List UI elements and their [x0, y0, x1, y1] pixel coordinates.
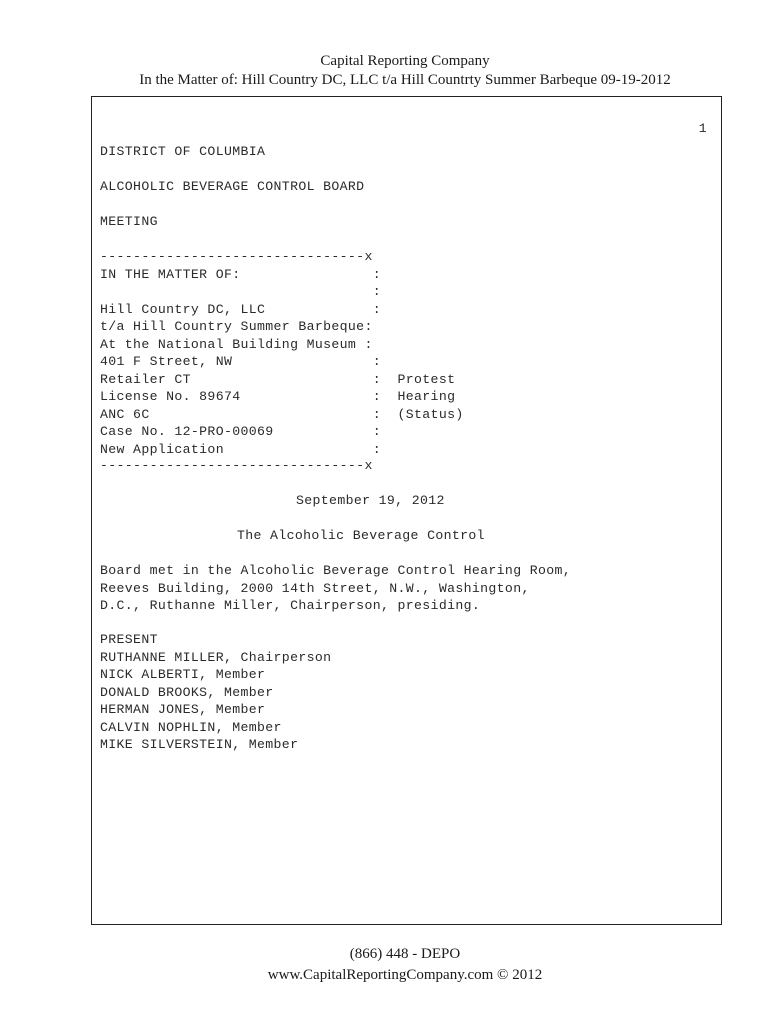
board-line: ALCOHOLIC BEVERAGE CONTROL BOARD	[100, 179, 365, 194]
present-member: DONALD BROOKS, Member	[100, 684, 274, 700]
footer-website: www.CapitalReportingCompany.com © 2012	[267, 967, 543, 983]
meeting-line: MEETING	[100, 214, 158, 229]
page-footer	[0, 944, 770, 986]
present-member: HERMAN JONES, Member	[100, 702, 266, 717]
company-name: Capital Reporting Company	[320, 53, 490, 69]
caption-divider-bottom: --------------------------------x	[100, 458, 373, 473]
body-line: D.C., Ruthanne Miller, Chairperson, presiding.	[100, 598, 481, 613]
matter-caption: In the Matter of: Hill Country DC, LLC t/a Hill Countrty Summer Barbeque 09-19-2012	[139, 72, 671, 88]
present-member: RUTHANNE MILLER, Chairperson	[100, 649, 332, 665]
caption-line: At the National Building Museum :	[100, 336, 373, 352]
footer-phone: (866) 448 - DEPO	[349, 946, 461, 962]
page-header	[0, 52, 770, 90]
caption-line: Hill Country DC, LLC :	[100, 301, 381, 317]
caption-line: Case No. 12-PRO-00069 :	[100, 424, 381, 439]
present-member: NICK ALBERTI, Member	[100, 667, 266, 682]
caption-line: :	[100, 284, 381, 299]
caption-line: t/a Hill Country Summer Barbeque:	[100, 319, 373, 334]
transcript-page	[91, 96, 722, 925]
body-line: Reeves Building, 2000 14th Street, N.W., Washington,	[100, 580, 530, 596]
present-heading: PRESENT	[100, 632, 158, 647]
caption-line: New Application :	[100, 441, 381, 457]
caption-divider-top: --------------------------------x	[100, 249, 373, 264]
caption-line: IN THE MATTER OF: :	[100, 266, 381, 282]
caption-line: ANC 6C : (Status)	[100, 406, 464, 422]
present-member: CALVIN NOPHLIN, Member	[100, 719, 282, 735]
present-member: MIKE SILVERSTEIN, Member	[100, 737, 299, 752]
body-line: Board met in the Alcoholic Beverage Control Hearing Room,	[100, 563, 572, 578]
page-number: 1	[698, 121, 707, 136]
caption-line: Retailer CT : Protest	[100, 371, 456, 387]
hearing-date: September 19, 2012	[296, 493, 445, 508]
jurisdiction-line: DISTRICT OF COLUMBIA	[100, 144, 266, 159]
board-title: The Alcoholic Beverage Control	[237, 528, 485, 543]
caption-line: 401 F Street, NW :	[100, 354, 381, 369]
caption-line: License No. 89674 : Hearing	[100, 389, 456, 404]
